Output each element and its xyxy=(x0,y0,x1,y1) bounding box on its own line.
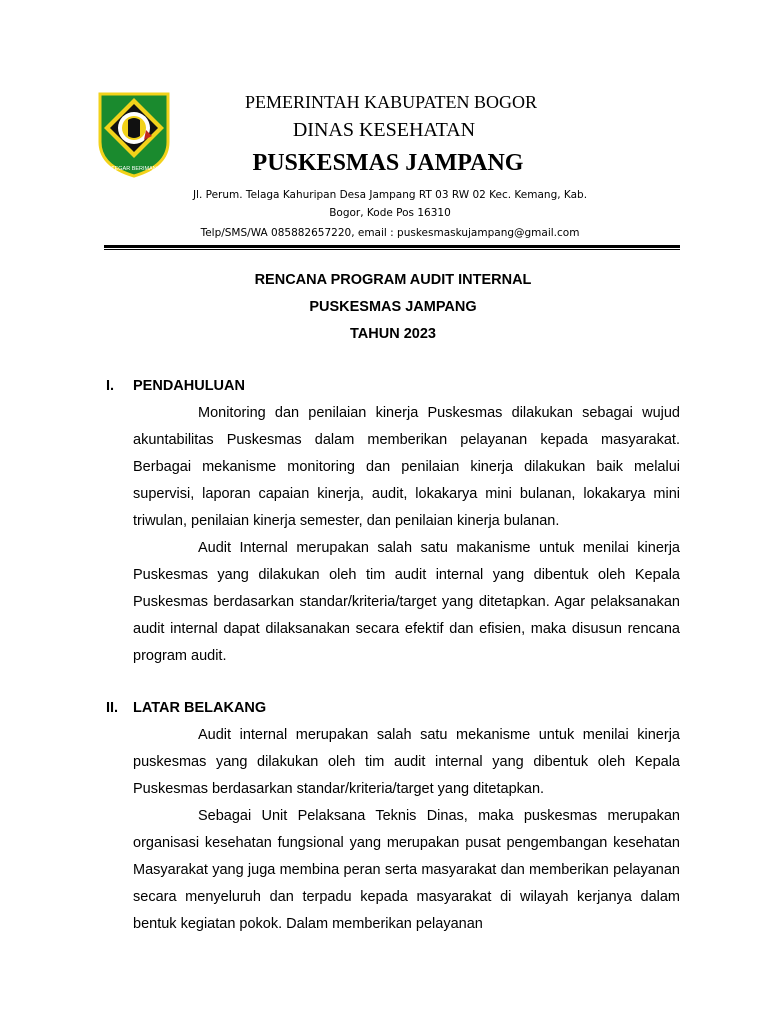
document-year: TAHUN 2023 xyxy=(350,326,436,342)
letterhead-contact: Telp/SMS/WA 085882657220, email : puskesmaskujampang@gmail.com xyxy=(200,227,580,239)
document-subtitle: PUSKESMAS JAMPANG xyxy=(309,299,477,315)
section-number: II. xyxy=(106,700,119,716)
letterhead-government: PEMERINTAH KABUPATEN BOGOR xyxy=(245,92,537,112)
paragraph: Sebagai Unit Pelaksana Teknis Dinas, maka puskesmas merupakan organisasi kesehatan fungsional yang merupakan pusat pengembangan kesehatan Masyarakat yang juga membina peran serta masyarakat dan memberikan pelayanan secara menyeluruh dan terpadu kepada masyarakat di wilayah kerjanya dalam bentuk kegiatan pokok. Dalam memberikan pelayanan xyxy=(133,808,680,932)
section-number: I. xyxy=(106,378,115,394)
section-heading-pendahuluan: PENDAHULUAN xyxy=(133,378,245,394)
document-title: RENCANA PROGRAM AUDIT INTERNAL xyxy=(254,272,532,288)
letterhead-address: Jl. Perum. Telaga Kahuripan Desa Jampang RT 03 RW 02 Kec. Kemang, Kab. Bogor, Kode Pos 16310 xyxy=(192,189,588,219)
letterhead-institution: PUSKESMAS JAMPANG xyxy=(252,150,524,176)
paragraph: Audit Internal merupakan salah satu makanisme untuk menilai kinerja Puskesmas yang dilakukan oleh tim audit internal yang dibentuk oleh Kepala Puskesmas berdasarkan standar/kriteria/target yang ditetapkan. Agar pelaksanakan audit internal dapat dilaksanakan secara efektif dan efisien, maka disusun rencana program audit. xyxy=(133,540,680,664)
section-heading-latar-belakang: LATAR BELAKANG xyxy=(133,700,267,716)
logo-motto: TEGAR BERIMAN xyxy=(111,166,157,172)
letterhead-department: DINAS KESEHATAN xyxy=(292,119,476,141)
letterhead-divider xyxy=(104,245,680,248)
paragraph: Monitoring dan penilaian kinerja Puskesmas dilakukan sebagai wujud akuntabilitas Puskesmas dalam memberikan pelayanan kepada masyarakat. Berbagai mekanisme monitoring dan penilaian kinerja dilakukan baik melalui supervisi, laporan capaian kinerja, audit, lokakarya mini bulanan, lokakarya mini triwulan, penilaian kinerja semester, dan penilaian kinerja bulanan. xyxy=(133,405,680,529)
letterhead-divider-thin xyxy=(104,249,680,250)
paragraph: Audit internal merupakan salah satu mekanisme untuk menilai kinerja puskesmas yang dilakukan oleh tim audit internal yang dibentuk oleh Kepala Puskesmas berdasarkan standar/kriteria/target yang ditetapkan. xyxy=(133,727,680,797)
